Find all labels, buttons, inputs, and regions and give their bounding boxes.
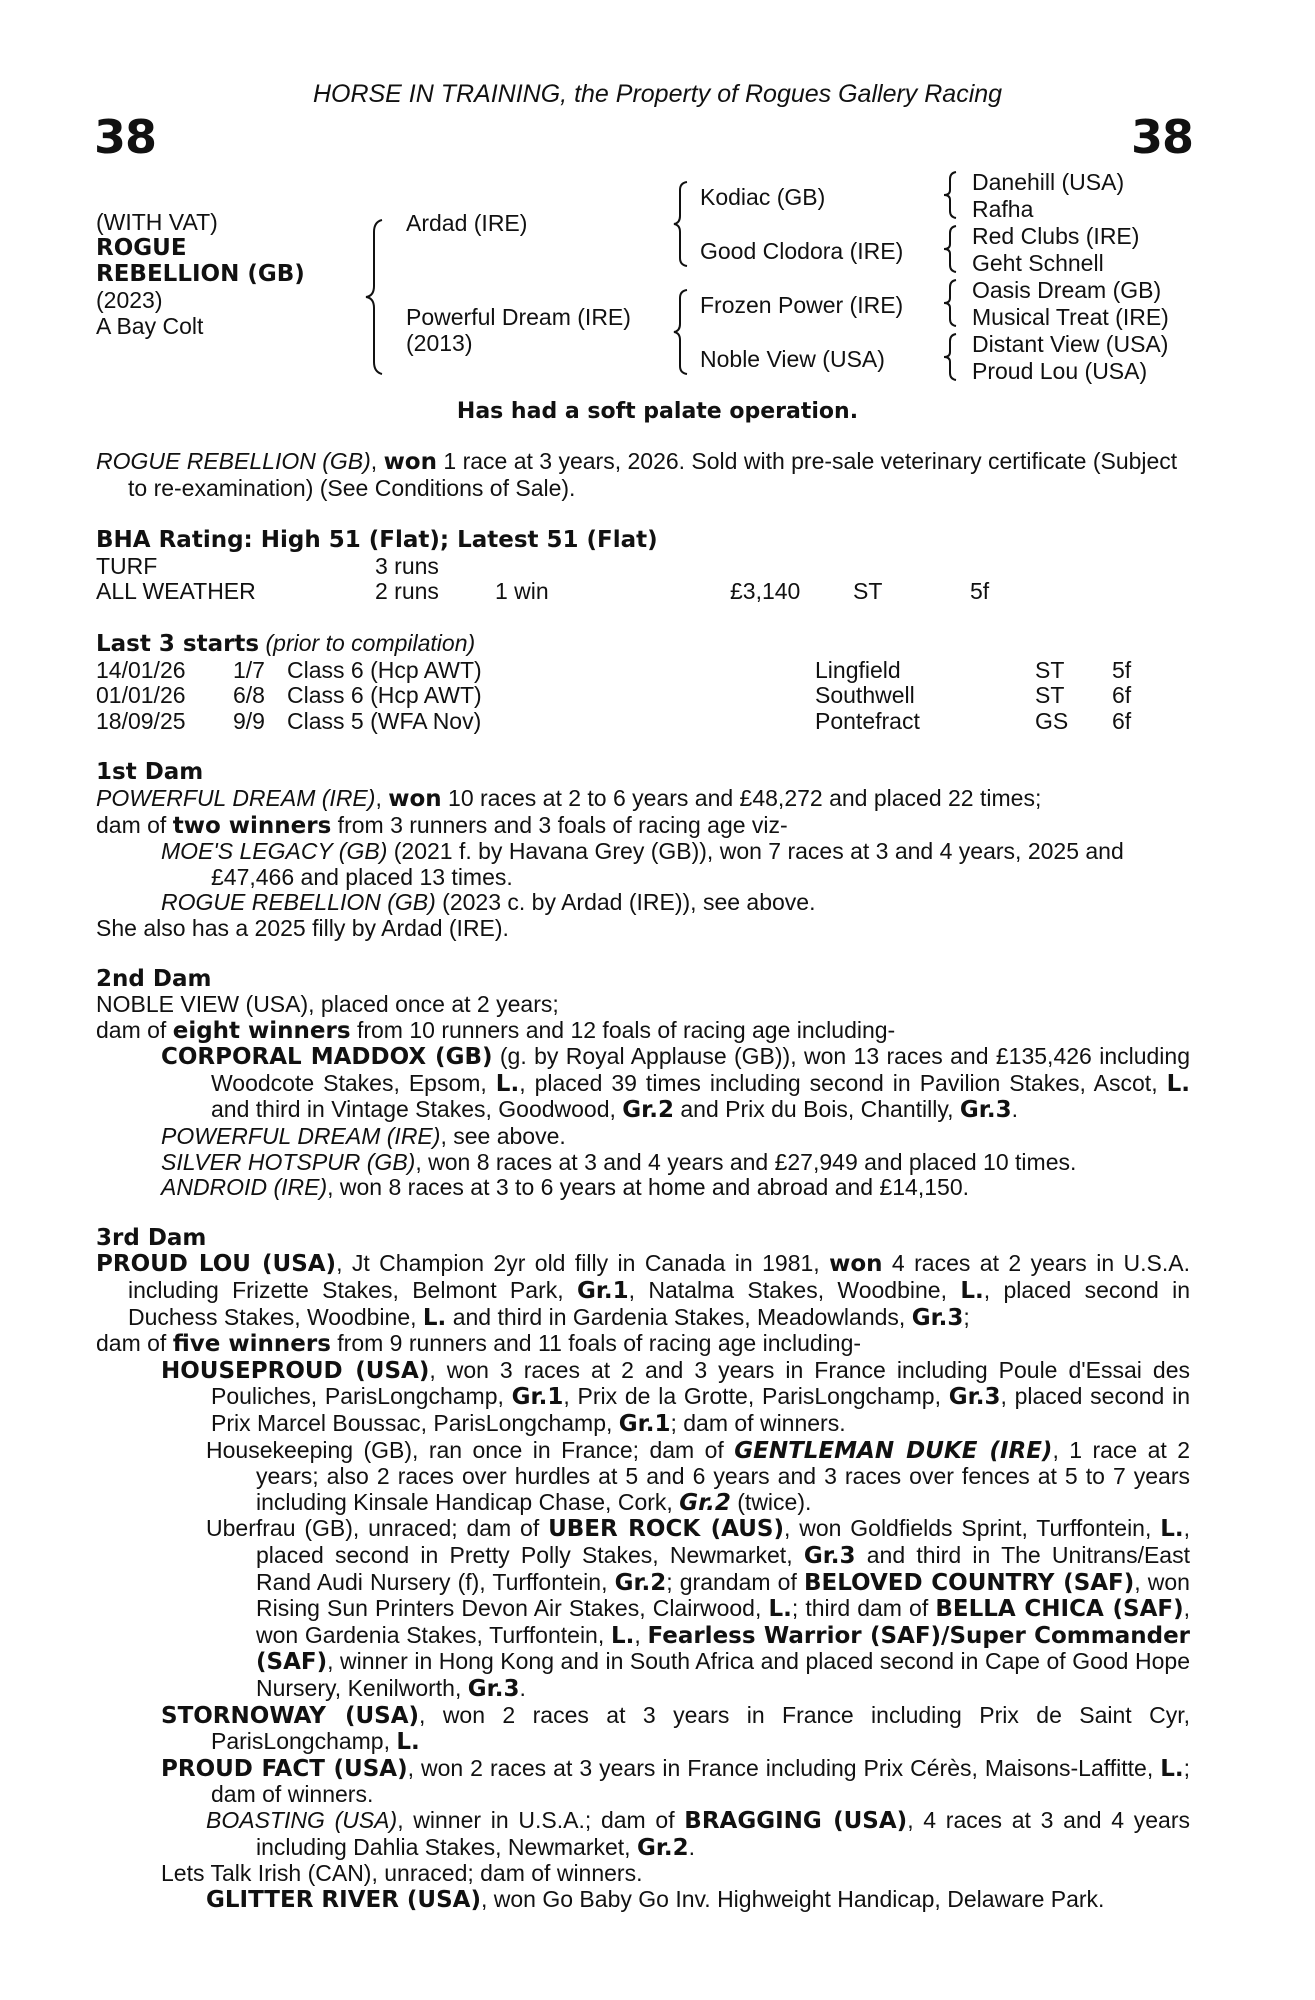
start-going: ST (1035, 682, 1065, 709)
text: and third in Gardenia Stakes, Meadowlands, (446, 1303, 912, 1330)
pedigree-sire-sire: Kodiac (GB) (700, 184, 826, 210)
listed-label: L. (1166, 1070, 1190, 1097)
pedigree-gen3-item: Proud Lou (USA) (972, 358, 1148, 384)
horse-name-line1: ROGUE (96, 235, 187, 261)
produce-entry (96, 1175, 1190, 1201)
group-label: Gr.1 (618, 1411, 671, 1437)
listed-label: L. (396, 1729, 420, 1756)
start-race: Class 6 (Hcp AWT) (287, 656, 482, 683)
record-text: 10 races at 2 to 6 years and £48,272 and placed 22 times; (441, 784, 1042, 811)
group-label: Gr.1 (576, 1278, 629, 1305)
vat-label: (WITH VAT) (96, 209, 218, 235)
text: ; third dam of (791, 1595, 936, 1622)
produce-name: BELOVED COUNTRY (SAF) (803, 1569, 1135, 1596)
start-date: 18/09/25 (96, 707, 186, 734)
second-dam-produce-summary (96, 1018, 1190, 1045)
last-starts-title: Last 3 starts (96, 630, 260, 657)
listed-label: L. (495, 1070, 520, 1097)
text: Housekeeping (GB), ran once in France; dam of (206, 1436, 735, 1463)
start-going: ST (1035, 656, 1065, 683)
listed-label: L. (610, 1622, 635, 1649)
last-starts-heading (96, 631, 1190, 658)
produce-entry (96, 1703, 1190, 1756)
text: , won 8 races at 3 to 6 years at home and abroad and £14,150. (327, 1174, 970, 1201)
text: from 10 runners and 12 foals of racing age including- (350, 1016, 896, 1043)
produce-name: BOASTING (USA) (206, 1806, 398, 1833)
first-dam-record: POWERFUL DREAM (IRE), won 10 races at 2 to 6 years and £48,272 and placed 22 times; (96, 784, 1042, 812)
text: , won Rising Sun Printers Devon Air Stakes, Clairwood, (256, 1568, 1190, 1622)
start-position: 1/7 (233, 656, 265, 683)
start-course: Lingfield (815, 656, 901, 683)
listed-label: L. (960, 1278, 984, 1305)
lot-number-left: 38 (94, 110, 157, 164)
pedigree-dam-dam: Noble View (USA) (700, 346, 885, 372)
start-position: 6/8 (233, 682, 265, 709)
produce-entry: Lets Talk Irish (CAN), unraced; dam of winners. (161, 1860, 643, 1887)
group-label: Gr.3 (467, 1675, 520, 1702)
listed-label: L. (768, 1596, 792, 1623)
text: , (634, 1621, 648, 1648)
text: from 3 runners and 3 foals of racing age viz- (331, 811, 788, 838)
produce-entry (96, 839, 1190, 890)
dam-name: POWERFUL DREAM (IRE) (96, 784, 376, 811)
text: , see above. (440, 1123, 566, 1150)
produce-name: UBER ROCK (AUS) (548, 1516, 784, 1543)
pedigree-gen3-item: Red Clubs (IRE) (972, 223, 1140, 249)
rating-wins: 1 win (495, 578, 549, 605)
text: Uberfrau (GB), unraced; dam of (206, 1515, 549, 1542)
text: , Jt Champion 2yr old filly in Canada in 1981, (336, 1250, 830, 1277)
text: , placed second in Duchess Stakes, Woodbine, (128, 1277, 1191, 1330)
text: , winner in U.S.A.; dam of (397, 1806, 685, 1833)
produce-text: (2023 c. by Ardad (IRE)), see above. (435, 889, 816, 916)
text: dam of (96, 1016, 173, 1043)
start-race: Class 6 (Hcp AWT) (287, 682, 482, 709)
produce-entry (96, 1808, 1190, 1861)
produce-entry (96, 1887, 1190, 1914)
race-summary: ROGUE REBELLION (GB), won 1 race at 3 years, 2026. Sold with pre-sale veterinary certificate (Subject to re-examination) (See Conditions of Sale). (96, 448, 1178, 501)
horse-identity (96, 209, 305, 339)
produce-name: HOUSEPROUD (USA) (161, 1357, 430, 1384)
rating-going: ST (853, 578, 883, 605)
last-starts-subtitle: (prior to compilation) (265, 629, 476, 656)
produce-name: GENTLEMAN DUKE (IRE) (734, 1437, 1053, 1464)
pedigree-brace-main (364, 218, 388, 376)
text: and third in Vintage Stakes, Goodwood, (211, 1096, 623, 1123)
group-label: Gr.2 (622, 1097, 674, 1124)
first-dam-produce-summary (96, 813, 1190, 840)
text: ; (963, 1303, 970, 1330)
pedigree-dam-year: (2013) (406, 330, 473, 356)
text: , won 2 races at 3 years in France including Prix Cérès, Maisons-Laffitte, (407, 1754, 1161, 1781)
group-label: Gr.3 (803, 1542, 856, 1569)
rating-runs: 3 runs (375, 552, 439, 579)
text: , placed second in Pretty Polly Stakes, Newmarket, (256, 1515, 1191, 1568)
produce-name: BELLA CHICA (SAF) (935, 1596, 1184, 1623)
catalogue-header: HORSE IN TRAINING, the Property of Rogues Gallery Racing (312, 80, 1003, 108)
rating-surface: TURF (96, 552, 158, 579)
produce-name: POWERFUL DREAM (IRE) (161, 1123, 441, 1150)
text: dam of (96, 811, 173, 838)
pedigree-brace-g3-4 (942, 332, 960, 382)
pedigree-brace-g3-1 (942, 170, 960, 220)
produce-name: Fearless Warrior (SAF)/Super Commander (SAF) (256, 1622, 1191, 1676)
pedigree-sire: Ardad (IRE) (406, 210, 528, 236)
produce-name: CORPORAL MADDOX (GB) (161, 1044, 493, 1071)
text: (g. by Royal Applause (GB)), won 13 races and £135,426 including Woodcote Stakes, Epsom, (211, 1043, 1190, 1096)
text: 4 races at 2 years in U.S.A. including Frizette Stakes, Belmont Park, (128, 1250, 1190, 1304)
group-label: Gr.1 (511, 1384, 564, 1411)
won-label: won (388, 785, 442, 812)
lot-number-right: 38 (1131, 110, 1194, 164)
winners-count: five winners (172, 1331, 331, 1358)
text: , winner in Hong Kong and in South Africa and placed second in Cape of Good Hope Nursery, Kenilworth, (256, 1648, 1190, 1701)
first-dam-filly-note: She also has a 2025 filly by Ardad (IRE). (96, 914, 509, 941)
rating-runs: 2 runs (375, 578, 439, 605)
pedigree-sire-dam: Good Clodora (IRE) (700, 238, 904, 264)
pedigree-dam: Powerful Dream (IRE) (406, 304, 631, 330)
pedigree-dam-sire: Frozen Power (IRE) (700, 292, 904, 318)
text: , won 3 races at 2 and 3 years in France including Poule d'Essai des Pouliches, ParisLongchamp, (211, 1356, 1190, 1410)
pedigree-gen3 (972, 169, 1169, 385)
text: , won Gardenia Stakes, Turffontein, (256, 1595, 1190, 1648)
pedigree-brace-sire (672, 180, 692, 268)
first-dam-heading: 1st Dam (96, 759, 204, 786)
pedigree-gen3-item: Danehill (USA) (972, 169, 1125, 195)
pedigree-gen3-item: Geht Schnell (972, 250, 1104, 276)
produce-entry (96, 1438, 1190, 1517)
start-race: Class 5 (WFA Nov) (287, 707, 482, 734)
winners-count: eight winners (172, 1017, 351, 1044)
rating-surface: ALL WEATHER (96, 578, 256, 605)
text: , Natalma Stakes, Woodbine, (628, 1277, 961, 1304)
produce-name: ANDROID (IRE) (161, 1174, 328, 1201)
produce-entry (96, 1516, 1190, 1702)
start-distance: 6f (1112, 707, 1132, 734)
produce-name: STORNOWAY (USA) (161, 1702, 420, 1729)
text: , placed 39 times including second in Pavilion Stakes, Ascot, (519, 1069, 1167, 1096)
start-position: 9/9 (233, 707, 265, 734)
start-row (96, 658, 1190, 684)
text: ; grandam of (666, 1568, 804, 1595)
start-date: 14/01/26 (96, 656, 186, 683)
soft-palate-note: Has had a soft palate operation. (456, 399, 859, 424)
text: . (688, 1833, 696, 1860)
produce-entry (96, 1150, 1190, 1176)
start-row (96, 709, 1190, 735)
listed-label: L. (1160, 1755, 1184, 1782)
pedigree-brace-dam (672, 288, 692, 376)
produce-entry (96, 1358, 1190, 1438)
listed-label: L. (1160, 1516, 1184, 1543)
dam-name: PROUD LOU (USA) (96, 1251, 337, 1278)
produce-name: MOE'S LEGACY (GB) (161, 838, 388, 865)
bha-rating: BHA Rating: High 51 (Flat); Latest 51 (Flat) (96, 527, 658, 554)
rating-row (96, 554, 1190, 580)
start-row (96, 683, 1190, 709)
horse-name-italic: ROGUE REBELLION (GB) (96, 448, 371, 474)
produce-name: SILVER HOTSPUR (GB) (161, 1148, 416, 1175)
third-dam-heading: 3rd Dam (96, 1224, 207, 1251)
text: , 1 race at 2 years; also 2 races over hurdles at 5 and 6 years and 3 races over fences at 5 to 7 years including Kinsale Handicap Chase, Cork, (256, 1436, 1190, 1515)
text: . (519, 1674, 526, 1701)
text: , won Goldfields Sprint, Turffontein, (783, 1515, 1161, 1542)
produce-name: ROGUE REBELLION (GB) (161, 889, 436, 916)
second-dam-heading: 2nd Dam (96, 965, 212, 992)
rating-distance: 5f (970, 578, 990, 605)
group-label: Gr.2 (614, 1569, 667, 1596)
start-distance: 6f (1112, 682, 1132, 709)
rating-row (96, 579, 1190, 605)
text: from 9 runners and 11 foals of racing age including- (330, 1330, 862, 1357)
group-label: Gr.2 (679, 1489, 731, 1516)
group-label: Gr.3 (948, 1384, 1001, 1411)
produce-entry (96, 1756, 1190, 1808)
rating-prize: £3,140 (730, 578, 801, 605)
pedigree-gen3-item: Distant View (USA) (972, 331, 1169, 357)
second-dam-record: NOBLE VIEW (USA), placed once at 2 years; (96, 991, 559, 1018)
produce-entry (96, 1044, 1190, 1124)
text: and Prix du Bois, Chantilly, (673, 1096, 960, 1123)
group-label: Gr.2 (636, 1834, 689, 1861)
winners-count: two winners (172, 812, 332, 839)
start-distance: 5f (1112, 656, 1132, 683)
text: and third in The Unitrans/East Rand Audi Nursery (f), Turffontein, (256, 1541, 1190, 1595)
third-dam-record (96, 1251, 1190, 1331)
pedigree-gen3-item: Rafha (972, 196, 1034, 222)
text: , 4 races at 3 and 4 years including Dahlia Stakes, Newmarket, (256, 1806, 1190, 1860)
produce-name: GLITTER RIVER (USA) (206, 1886, 481, 1913)
start-date: 01/01/26 (96, 682, 186, 709)
summary-text: 1 race at 3 years, 2026. Sold with pre-sale veterinary certificate (Subject to re-examination) (See Conditions of Sale). (128, 448, 1178, 501)
produce-name: PROUD FACT (USA) (161, 1755, 408, 1782)
text: , Prix de la Grotte, ParisLongchamp, (563, 1383, 949, 1410)
text: (twice). (730, 1488, 812, 1515)
text: , won 2 races at 3 years in France including Prix de Saint Cyr, ParisLongchamp, (211, 1701, 1191, 1755)
horse-year: (2023) (96, 287, 163, 313)
pedigree-gen3-item: Oasis Dream (GB) (972, 277, 1162, 303)
text: , won 8 races at 3 and 4 years and £27,949 and placed 10 times. (415, 1148, 1077, 1175)
third-dam-produce-summary (96, 1331, 1190, 1358)
start-course: Pontefract (815, 707, 920, 734)
group-label: Gr.3 (911, 1304, 964, 1331)
pedigree-brace-g3-3 (942, 278, 960, 328)
horse-description: A Bay Colt (96, 313, 204, 339)
won-label: won (383, 449, 437, 475)
won-label: won (829, 1251, 883, 1278)
catalogue-body (96, 449, 1190, 1913)
start-going: GS (1035, 707, 1069, 734)
produce-name: BRAGGING (USA) (684, 1807, 908, 1834)
text: , placed second in Prix Marcel Boussac, ParisLongchamp, (211, 1383, 1191, 1436)
text: dam of (96, 1330, 173, 1357)
produce-entry (96, 1124, 1190, 1150)
start-course: Southwell (815, 682, 915, 709)
horse-name-line2: REBELLION (GB) (96, 261, 305, 287)
pedigree-brace-g3-2 (942, 224, 960, 274)
text: ; dam of winners. (670, 1410, 846, 1436)
text: . (1011, 1096, 1018, 1123)
produce-entry (96, 890, 1190, 916)
group-label: Gr.3 (959, 1097, 1012, 1124)
pedigree-gen3-item: Musical Treat (IRE) (972, 304, 1169, 330)
text: ; dam of winners. (211, 1754, 1190, 1808)
text: , won Go Baby Go Inv. Highweight Handicap, Delaware Park. (481, 1885, 1105, 1912)
produce-text: (2021 f. by Havana Grey (GB)), won 7 races at 3 and 4 years, 2025 and £47,466 and placed 13 times. (211, 838, 1124, 890)
listed-label: L. (422, 1304, 447, 1331)
